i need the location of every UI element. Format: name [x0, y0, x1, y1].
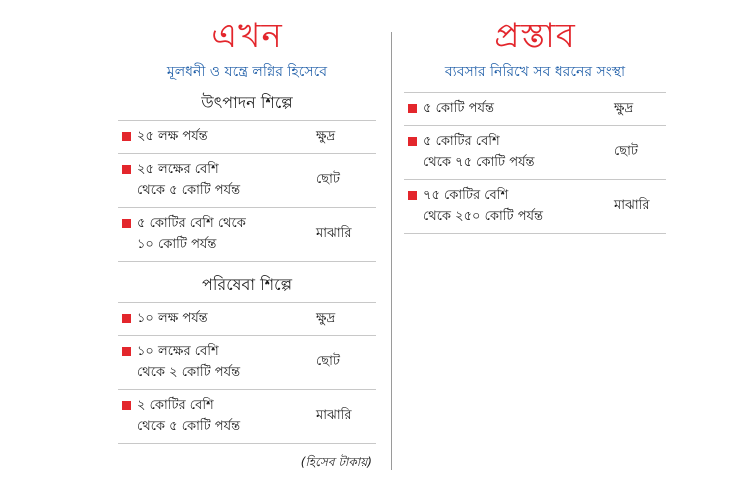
- range-text: ৫ কোটি পর্যন্ত: [423, 101, 494, 116]
- size-label: মাঝারি: [316, 226, 352, 241]
- range-text: ১০ লক্ষের বেশি থেকে ২ কোটি পর্যন্ত: [137, 344, 241, 380]
- bullet-square-icon: [122, 347, 131, 356]
- range-text: ১০ লক্ষ পর্যন্ত: [137, 311, 208, 326]
- table-row: [118, 121, 376, 154]
- proposal-column: [404, 0, 666, 234]
- size-label: ছোট: [316, 354, 341, 369]
- proposal-subtitle: ব্যবসার নিরিখে সব ধরনের সংস্থা: [444, 64, 626, 80]
- manufacturing-table: [118, 120, 376, 262]
- services-table: [118, 302, 376, 444]
- range-text: ২৫ লক্ষের বেশি থেকে ৫ কোটি পর্যন্ত: [137, 162, 241, 198]
- column-divider: [391, 32, 392, 470]
- table-row: [118, 390, 376, 444]
- size-label: ক্ষুদ্র: [614, 100, 634, 116]
- bullet-square-icon: [122, 401, 131, 410]
- table-row: [118, 208, 376, 262]
- size-label: মাঝারি: [316, 408, 352, 423]
- size-label: ছোট: [316, 172, 341, 187]
- range-text: ৭৫ কোটির বেশি থেকে ২৫০ কোটি পর্যন্ত: [423, 188, 543, 224]
- bullet-square-icon: [408, 104, 417, 113]
- table-row: [118, 303, 376, 336]
- current-column: [118, 0, 376, 474]
- proposal-table: [404, 92, 666, 234]
- size-label: ক্ষুদ্র: [316, 310, 336, 326]
- table-row: [118, 336, 376, 390]
- table-row: [118, 154, 376, 208]
- range-text: ২ কোটির বেশি থেকে ৫ কোটি পর্যন্ত: [137, 398, 241, 434]
- table-row: [404, 126, 666, 180]
- range-text: ৫ কোটির বেশি থেকে ৭৫ কোটি পর্যন্ত: [423, 134, 535, 170]
- size-label: ক্ষুদ্র: [316, 128, 336, 144]
- range-text: ২৫ লক্ষ পর্যন্ত: [137, 129, 208, 144]
- bullet-square-icon: [408, 137, 417, 146]
- proposal-title: প্রস্তাব: [494, 16, 576, 56]
- bullet-square-icon: [122, 219, 131, 228]
- table-row: [404, 93, 666, 126]
- size-label: ছোট: [614, 144, 639, 159]
- bullet-square-icon: [122, 314, 131, 323]
- services-heading: পরিষেবা শিল্পে: [201, 275, 293, 294]
- bullet-square-icon: [122, 165, 131, 174]
- current-title: এখন: [211, 16, 283, 56]
- bullet-square-icon: [122, 132, 131, 141]
- range-text: ৫ কোটির বেশি থেকে ১০ কোটি পর্যন্ত: [137, 216, 246, 252]
- manufacturing-heading: উৎপাদন শিল্পে: [201, 93, 293, 112]
- table-row: [404, 180, 666, 234]
- size-label: মাঝারি: [614, 198, 650, 213]
- bullet-square-icon: [408, 191, 417, 200]
- currency-note: (হিসেব টাকায়): [300, 455, 372, 469]
- current-subtitle: মূলধনী ও যন্ত্রে লগ্নির হিসেবে: [166, 64, 328, 80]
